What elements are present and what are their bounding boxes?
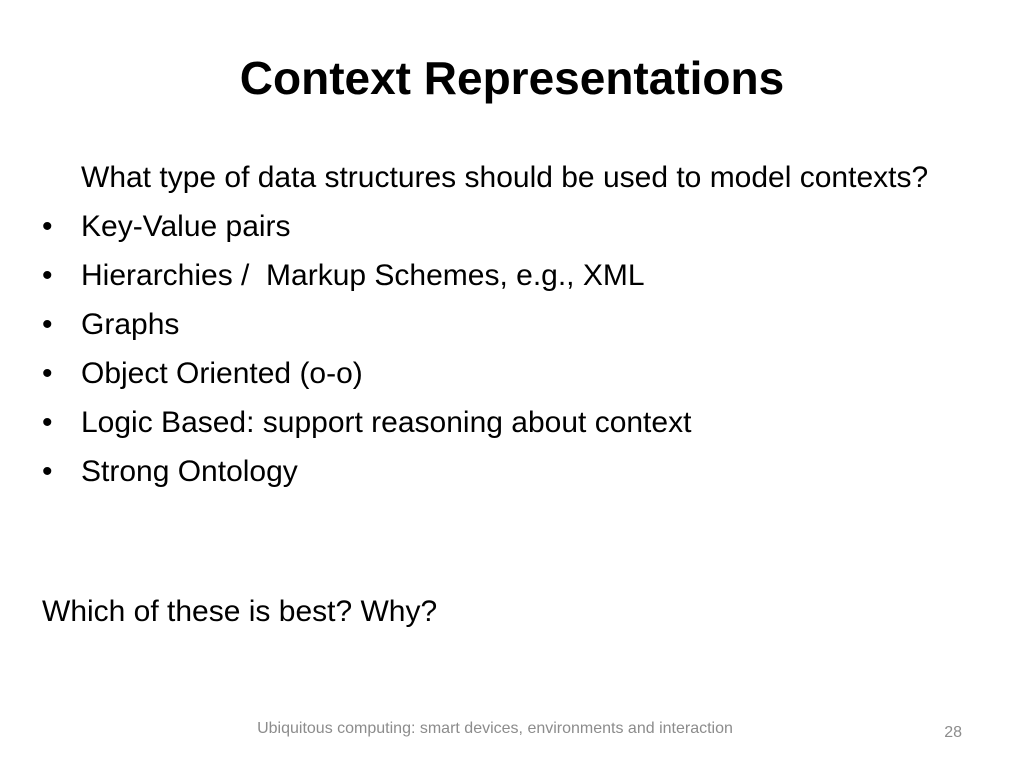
bullet-label: Hierarchies / Markup Schemes, e.g., XML — [81, 259, 645, 292]
bullet-icon: • — [42, 406, 53, 439]
bullet-label: Graphs — [81, 308, 180, 341]
bullet-item — [42, 356, 942, 392]
intro-text: What type of data structures should be used to model contexts? — [81, 161, 929, 194]
slide-title: Context Representations — [239, 52, 785, 104]
bullet-item — [42, 209, 942, 245]
footer-text: Ubiquitous computing: smart devices, environments and interaction — [257, 720, 733, 737]
bullet-label: Key-Value pairs — [81, 210, 291, 243]
bullet-item — [42, 307, 942, 343]
bullet-icon: • — [42, 455, 53, 488]
bullet-icon: • — [42, 308, 53, 341]
bullet-icon: • — [42, 259, 53, 292]
bullet-item — [42, 258, 942, 294]
bullet-icon: • — [42, 357, 53, 390]
bullet-label: Logic Based: support reasoning about context — [81, 406, 692, 439]
bullet-item — [42, 405, 942, 441]
page-number: 28 — [944, 724, 962, 741]
bullet-list — [42, 209, 942, 490]
closing-question: Which of these is best? Why? — [42, 595, 438, 628]
slide-body — [42, 160, 942, 503]
bullet-icon: • — [42, 210, 53, 243]
bullet-label: Object Oriented (o-o) — [81, 357, 363, 390]
bullet-label: Strong Ontology — [81, 455, 298, 488]
bullet-item — [42, 454, 942, 490]
